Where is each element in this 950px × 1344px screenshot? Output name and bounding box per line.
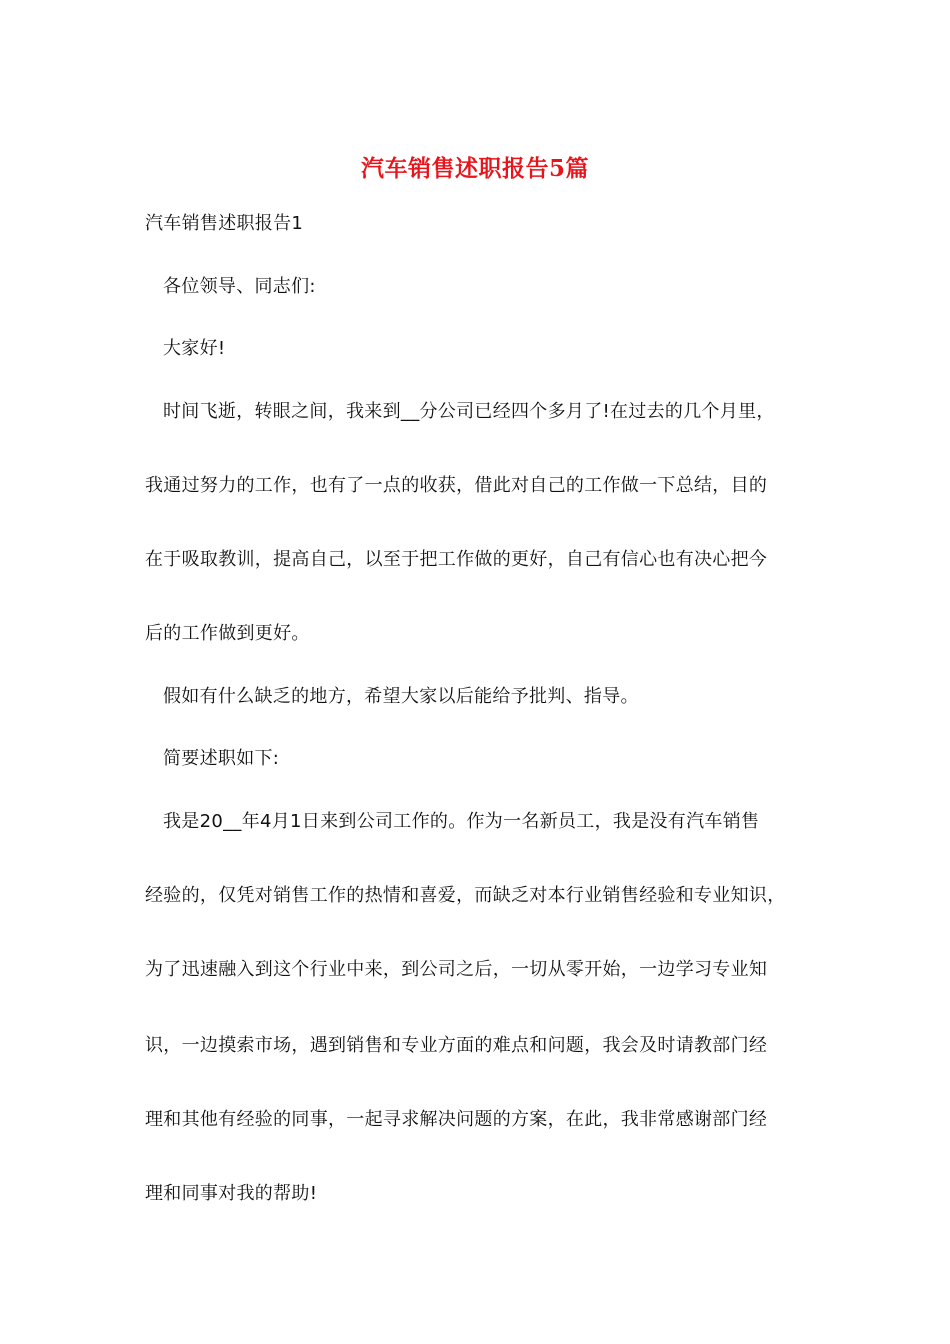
document-title: 汽车销售述职报告5篇 [360, 155, 589, 182]
paragraph-line: 我通过努力的工作，也有了一点的收获，借此对自己的工作做一下总结，目的 [145, 475, 768, 496]
paragraph-line: 理和同事对我的帮助! [145, 1183, 318, 1204]
paragraph-line: 在于吸取教训，提高自己，以至于把工作做的更好，自己有信心也有决心把今 [145, 549, 768, 570]
paragraph-line: 为了迅速融入到这个行业中来，到公司之后，一切从零开始，一边学习专业知 [145, 959, 768, 980]
paragraph-line: 假如有什么缺乏的地方，希望大家以后能给予批判、指导。 [163, 686, 639, 707]
paragraph-line: 经验的，仅凭对销售工作的热情和喜爱，而缺乏对本行业销售经验和专业知识， [145, 885, 786, 906]
section-heading: 汽车销售述职报告1 [145, 213, 304, 234]
paragraph-line: 识，一边摸索市场，遇到销售和专业方面的难点和问题，我会及时请教部门经 [145, 1035, 768, 1056]
paragraph-line: 后的工作做到更好。 [145, 623, 310, 644]
paragraph-line: 理和其他有经验的同事，一起寻求解决问题的方案，在此，我非常感谢部门经 [145, 1109, 768, 1130]
paragraph-line: 我是20__年4月1日来到公司工作的。作为一名新员工，我是没有汽车销售 [163, 811, 760, 832]
paragraph-line: 时间飞逝，转眼之间，我来到__分公司已经四个多月了!在过去的几个月里， [163, 401, 775, 422]
paragraph-line: 简要述职如下: [163, 748, 280, 769]
salutation: 各位领导、同志们: [163, 276, 316, 297]
greeting: 大家好! [163, 338, 226, 359]
